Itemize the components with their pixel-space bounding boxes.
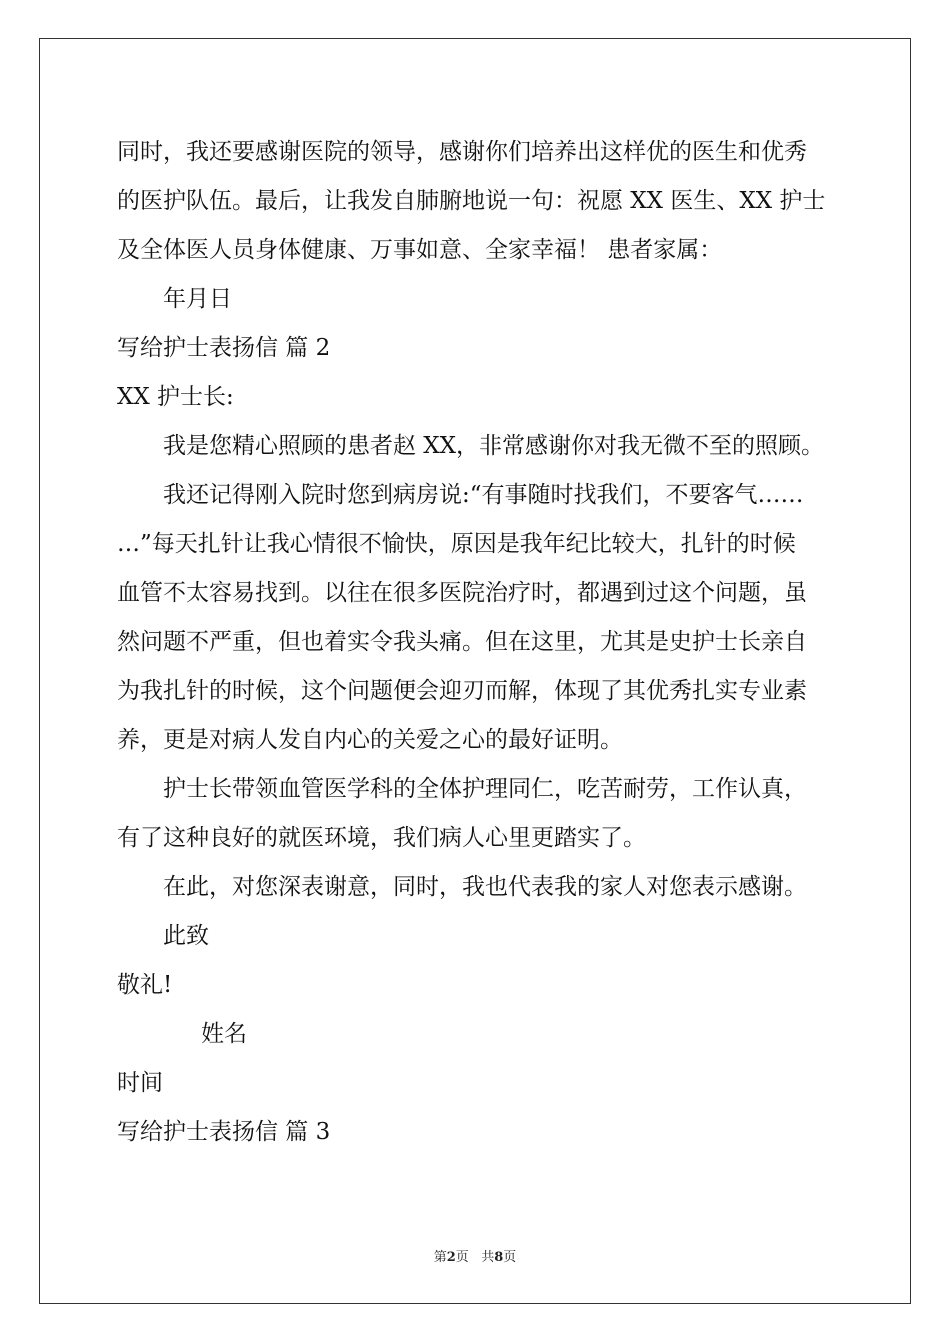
closing-line: 此致 — [163, 923, 209, 949]
text-line: 在此，对您深表谢意，同时，我也代表我的家人对您表示感谢。 — [163, 874, 807, 900]
text-line: 有了这种良好的就医环境，我们病人心里更踏实了。 — [117, 825, 646, 851]
text-line: 及全体医人员身体健康、万事如意、全家幸福！ 患者家属： — [117, 237, 723, 263]
page-total: 8 — [494, 1250, 504, 1265]
signature-time: 时间 — [117, 1070, 163, 1096]
total-suffix: 页 — [503, 1250, 517, 1265]
text-line: 为我扎针的时候，这个问题便会迎刃而解，体现了其优秀扎实专业素 — [117, 678, 807, 704]
date-line: 年月日 — [163, 286, 232, 312]
text-line: 同时，我还要感谢医院的领导，感谢你们培养出这样优的医生和优秀 — [117, 139, 807, 165]
document-body — [117, 128, 837, 1157]
text-line: 护士长带领血管医学科的全体护理同仁，吃苦耐劳，工作认真， — [163, 776, 807, 802]
closing-line: 敬礼! — [117, 972, 173, 998]
text-line: …”每天扎针让我心情很不愉快，原因是我年纪比较大，扎针的时候 — [117, 531, 796, 557]
section-heading: 写给护士表扬信 篇 2 — [117, 335, 331, 361]
signature-name: 姓名 — [201, 1021, 247, 1047]
page-suffix: 页 — [455, 1250, 469, 1265]
text-line: 然问题不严重，但也着实令我头痛。但在这里，尤其是史护士长亲自 — [117, 629, 807, 655]
text-line: 血管不太容易找到。以往在很多医院治疗时，都遇到过这个问题，虽 — [117, 580, 807, 606]
page-current: 2 — [446, 1250, 456, 1265]
text-line: 我是您精心照顾的患者赵 XX，非常感谢你对我无微不至的照顾。 — [163, 433, 825, 459]
page-footer — [0, 1246, 950, 1265]
total-prefix: 共 — [481, 1250, 495, 1265]
salutation: XX 护士长: — [117, 384, 234, 410]
text-line: 的医护队伍。最后，让我发自肺腑地说一句：祝愿 XX 医生、XX 护士 — [117, 188, 826, 214]
page-prefix: 第 — [433, 1250, 447, 1265]
section-heading: 写给护士表扬信 篇 3 — [117, 1119, 331, 1145]
text-line: 我还记得刚入院时您到病房说:“有事随时找我们，不要客气…… — [163, 482, 804, 508]
text-line: 养，更是对病人发自内心的关爱之心的最好证明。 — [117, 727, 623, 753]
